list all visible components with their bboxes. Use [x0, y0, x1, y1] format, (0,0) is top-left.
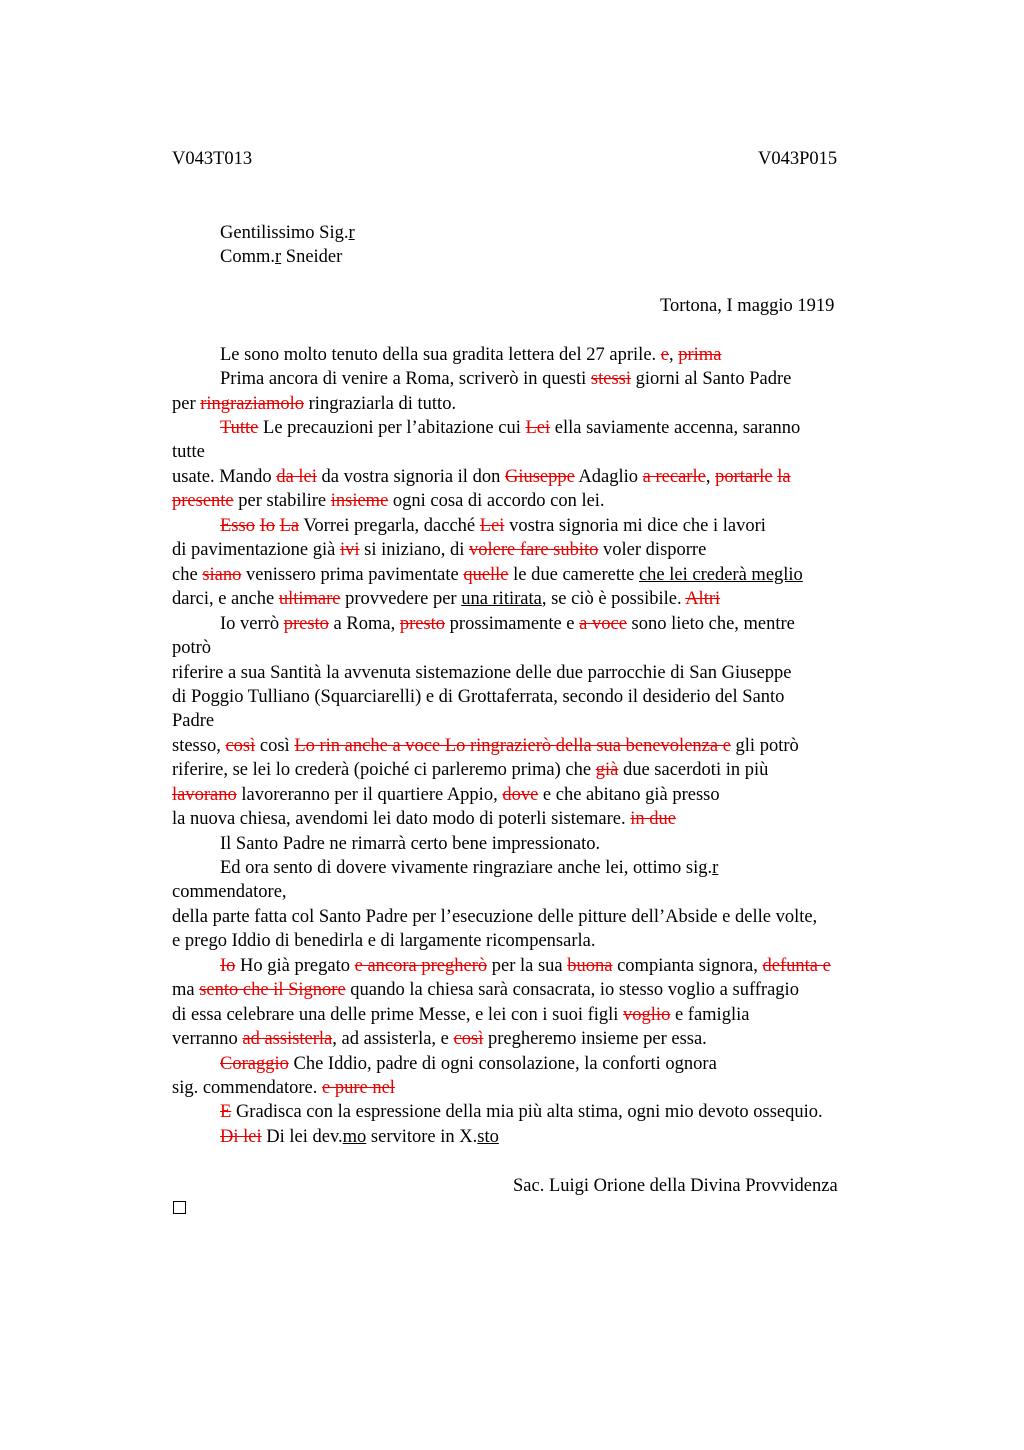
text-run: di pavimentazione già [172, 540, 340, 560]
text-run: Gradisca con la espressione della mia più alta stima, ogni mio devoto ossequio. [231, 1102, 823, 1122]
checkbox-square-icon [173, 1201, 186, 1214]
body-line [172, 541, 706, 560]
body-line [220, 517, 766, 536]
text-run: da vostra signoria il don [316, 467, 505, 487]
text-run: Padre [172, 711, 215, 731]
deleted-text: defunta e [762, 956, 831, 976]
body-line [172, 688, 784, 707]
underlined-text: r [712, 858, 719, 878]
text-run: Comm. [220, 247, 275, 267]
deleted-text: Io [259, 516, 275, 536]
body-line [172, 664, 792, 683]
text-run: sig. commendatore. [172, 1078, 323, 1098]
body-line [172, 639, 211, 658]
text-run: di Poggio Tulliano (Squarciarelli) e di Grottaferrata, secondo il desiderio del Santo [172, 687, 785, 707]
text-run: quando la chiesa sarà consacrata, io stesso voglio a suffragio [345, 980, 799, 1000]
deleted-text: dove [502, 785, 539, 805]
deleted-text: a voce [579, 614, 627, 634]
salutation-line-2 [220, 248, 342, 267]
text-run: , [705, 467, 716, 487]
signature: Sac. Luigi Orione della Divina Provvidenza [513, 1176, 838, 1196]
deleted-text: Altri [685, 589, 721, 609]
text-run: lavoreranno per il quartiere Appio, [236, 785, 503, 805]
text-run: di essa celebrare una delle prime Messe, e lei con i suoi figli [172, 1005, 624, 1025]
text-run: ella saviamente accenna, saranno [550, 418, 801, 438]
document-code-right: V043P015 [758, 149, 838, 169]
text-run: e prego Iddio di benedirla e di largamente ricompensarla. [172, 931, 596, 951]
deleted-text: e pure nel [322, 1078, 395, 1098]
underlined-text: mo [342, 1127, 367, 1147]
text-run: Adaglio [574, 467, 643, 487]
deleted-text: insieme [330, 491, 389, 511]
text-run: Gentilissimo Sig. [220, 223, 349, 243]
body-line [172, 737, 799, 756]
text-run: compianta signora, [612, 956, 763, 976]
text-run: ma [172, 980, 200, 1000]
document-code-left: V043T013 [172, 149, 253, 169]
deleted-text: e [660, 345, 669, 365]
text-run: riferire, se lei lo crederà (poiché ci parleremo prima) che [172, 760, 596, 780]
body-line [220, 1128, 499, 1147]
deleted-text: Esso [220, 516, 255, 536]
text-run: Di lei dev. [261, 1127, 343, 1147]
text-run: darci, e anche [172, 589, 279, 609]
text-run: riferire a sua Santità la avvenuta sistemazione delle due parrocchie di San Giuseppe [172, 663, 792, 683]
deleted-text: la [777, 467, 791, 487]
body-line [220, 1055, 717, 1074]
deleted-text: e ancora pregherò [354, 956, 488, 976]
deleted-text: presto [283, 614, 329, 634]
deleted-text: stessi [590, 369, 632, 389]
deleted-text: Giuseppe [504, 467, 575, 487]
underlined-text: r [275, 247, 282, 267]
body-line [172, 1079, 395, 1098]
text-run: Che Iddio, padre di ogni consolazione, la conforti ognora [288, 1054, 717, 1074]
text-run: tutte [172, 442, 205, 462]
text-run: venissero prima pavimentate [241, 565, 464, 585]
text-run: che [172, 565, 203, 585]
deleted-text: così [453, 1029, 484, 1049]
deleted-text: prima [678, 345, 722, 365]
deleted-text: ultimare [278, 589, 341, 609]
body-line [172, 932, 595, 951]
underlined-text: sto [477, 1127, 499, 1147]
text-run: si iniziano, di [359, 540, 469, 560]
body-line [172, 395, 456, 414]
text-run: usate. Mando [172, 467, 277, 487]
body-line [172, 1006, 749, 1025]
text-run: Sneider [281, 247, 343, 267]
text-run: prossimamente e [445, 614, 580, 634]
body-line [220, 419, 800, 438]
text-run: verranno [172, 1029, 243, 1049]
text-run: pregheremo insieme per essa. [483, 1029, 707, 1049]
body-line [172, 566, 803, 585]
text-run: le due camerette [508, 565, 639, 585]
deleted-text: buona [567, 956, 613, 976]
deleted-text: voglio [623, 1005, 671, 1025]
text-run: commendatore, [172, 882, 287, 902]
body-line [172, 981, 799, 1000]
underlined-text: r [348, 223, 355, 243]
deleted-text: a recarle [642, 467, 706, 487]
text-run: Vorrei pregarla, dacché [299, 516, 480, 536]
underlined-text: che lei crederà meglio [638, 565, 803, 585]
body-line [172, 1030, 707, 1049]
deleted-text: presto [399, 614, 446, 634]
body-line [220, 1103, 823, 1122]
deleted-text: La [279, 516, 300, 536]
body-line [220, 346, 721, 365]
text-run: , se ciò è possibile. [541, 589, 686, 609]
body-line [220, 615, 795, 634]
body-line [172, 810, 676, 829]
text-run: a Roma, [328, 614, 400, 634]
deleted-text: in due [630, 809, 676, 829]
text-run: così [255, 736, 295, 756]
text-run: per [172, 394, 201, 414]
text-run: voler disporre [598, 540, 707, 560]
body-line [172, 468, 791, 487]
deleted-text: E [220, 1102, 232, 1122]
dateline: Tortona, I maggio 1919 [660, 296, 835, 316]
body-line [172, 786, 720, 805]
text-run: vostra signoria mi dice che i lavori [504, 516, 766, 536]
deleted-text: Coraggio [220, 1054, 289, 1074]
deleted-text: presente [172, 491, 234, 511]
body-line [220, 957, 831, 976]
body-line [172, 883, 287, 902]
deleted-text: ivi [339, 540, 360, 560]
text-run: , [669, 345, 679, 365]
body-line [220, 859, 718, 878]
deleted-text: lavorano [172, 785, 237, 805]
deleted-text: Lei [479, 516, 505, 536]
text-run: potrò [172, 638, 212, 658]
text-run: sono lieto che, mentre [626, 614, 795, 634]
deleted-text: quelle [463, 565, 509, 585]
text-run: Ed ora sento di dovere vivamente ringraziare anche lei, ottimo sig. [220, 858, 713, 878]
deleted-text: Lei [525, 418, 551, 438]
text-run: Io verrò [220, 614, 284, 634]
deleted-text: così [225, 736, 256, 756]
text-run: giorni al Santo Padre [631, 369, 792, 389]
deleted-text: già [595, 760, 619, 780]
body-line [172, 908, 817, 927]
text-run: servitore in X. [366, 1127, 478, 1147]
text-run: Prima ancora di venire a Roma, scriverò in questi [220, 369, 591, 389]
text-run: provvedere per [340, 589, 462, 609]
deleted-text: Tutte [220, 418, 259, 438]
deleted-text: portarle [715, 467, 773, 487]
text-run: e famiglia [670, 1005, 750, 1025]
deleted-text: ad assisterla [242, 1029, 333, 1049]
text-run: Le sono molto tenuto della sua gradita lettera del 27 aprile. [220, 345, 661, 365]
text-run: Il Santo Padre ne rimarrà certo bene impressionato. [220, 834, 601, 854]
underlined-text: una ritirata [461, 589, 542, 609]
deleted-text: siano [202, 565, 242, 585]
text-run: Ho già pregato [235, 956, 355, 976]
body-line [172, 443, 205, 462]
text-run: e che abitano già presso [538, 785, 720, 805]
body-line [220, 370, 791, 389]
body-line [172, 712, 214, 731]
text-run: Le precauzioni per l’abitazione cui [258, 418, 526, 438]
text-run: per stabilire [233, 491, 331, 511]
deleted-text: sento che il Signore [199, 980, 346, 1000]
text-run: , ad assisterla, e [332, 1029, 454, 1049]
text-run: la nuova chiesa, avendomi lei dato modo di poterli sistemare. [172, 809, 631, 829]
body-line [220, 835, 600, 854]
text-run: per la sua [487, 956, 568, 976]
deleted-text: volere fare subito [468, 540, 599, 560]
text-run: due sacerdoti in più [618, 760, 769, 780]
text-run: ogni cosa di accordo con lei. [388, 491, 605, 511]
deleted-text: Io [220, 956, 236, 976]
deleted-text: Di lei [220, 1127, 262, 1147]
body-line [172, 492, 605, 511]
body-line [172, 590, 720, 609]
text-run: ringraziarla di tutto. [304, 394, 457, 414]
text-run: gli potrò [730, 736, 799, 756]
deleted-text: da lei [276, 467, 317, 487]
deleted-text: Lo rin anche a voce Lo ringrazierò della sua benevolenza e [294, 736, 731, 756]
deleted-text: ringraziamolo [200, 394, 305, 414]
text-run: stesso, [172, 736, 226, 756]
salutation-line-1 [220, 224, 355, 243]
text-run: della parte fatta col Santo Padre per l’esecuzione delle pitture dell’Abside e delle volte, [172, 907, 818, 927]
body-line [172, 761, 768, 780]
